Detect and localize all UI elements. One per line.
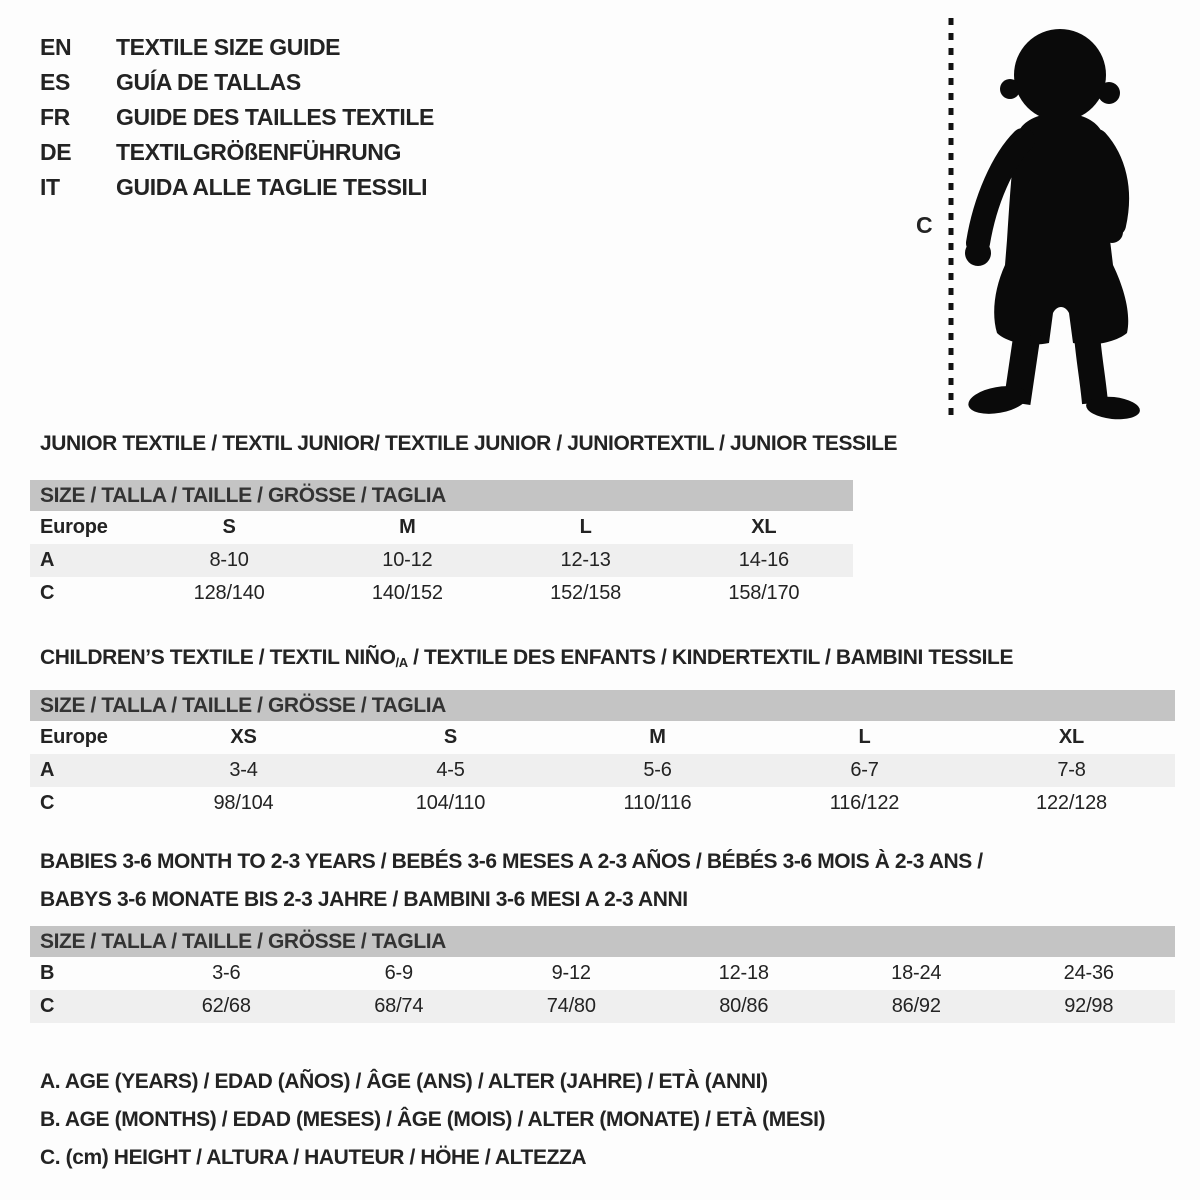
table-cell: 7-8 xyxy=(1057,759,1086,781)
table-cell: 10-12 xyxy=(382,549,433,571)
language-row xyxy=(40,30,434,65)
table-cell: 5-6 xyxy=(643,759,672,781)
table-row xyxy=(30,787,1175,820)
table-cell: 80/86 xyxy=(719,995,769,1017)
table-body xyxy=(30,721,1175,820)
table-row xyxy=(30,511,853,544)
table-cell: XL xyxy=(1058,726,1085,748)
table-cell: 6-7 xyxy=(850,759,879,781)
section-babies-textile xyxy=(30,848,1175,1023)
row-label: C xyxy=(40,792,55,814)
table-cell: 86/92 xyxy=(891,995,941,1017)
language-row xyxy=(40,100,434,135)
table-body xyxy=(30,957,1175,1023)
section-title: JUNIOR TEXTILE / TEXTIL JUNIOR/ TEXTILE JUNIOR / JUNIORTEXTIL / JUNIOR TESSILE xyxy=(40,432,898,455)
row-label: A xyxy=(40,759,55,781)
table-cell: L xyxy=(858,726,871,748)
table-body xyxy=(30,511,853,610)
table-cell: 3-6 xyxy=(212,962,241,984)
legend-line: C. (cm) HEIGHT / ALTURA / HAUTEUR / HÖHE / ALTEZZA xyxy=(40,1146,587,1169)
table-cell: 92/98 xyxy=(1064,995,1114,1017)
size-table-children xyxy=(30,690,1175,820)
section-junior-textile xyxy=(30,430,898,610)
table-cell: 6-9 xyxy=(384,962,413,984)
table-row xyxy=(30,721,1175,754)
table-header: SIZE / TALLA / TAILLE / GRÖSSE / TAGLIA xyxy=(30,690,1175,721)
table-cell: 152/158 xyxy=(550,582,622,604)
table-cell: M xyxy=(649,726,666,748)
table-cell: 62/68 xyxy=(201,995,251,1017)
legend xyxy=(40,1063,825,1177)
table-cell: XS xyxy=(230,726,257,748)
language-row xyxy=(40,135,434,170)
language-title: TEXTILE SIZE GUIDE xyxy=(116,34,341,60)
table-row xyxy=(30,577,853,610)
table-row xyxy=(30,990,1175,1023)
table-cell: 18-24 xyxy=(891,962,942,984)
table-cell: 12-18 xyxy=(718,962,769,984)
legend-line: B. AGE (MONTHS) / EDAD (MESES) / ÂGE (MOIS) / ALTER (MONATE) / ETÀ (MESI) xyxy=(40,1108,826,1131)
table-cell: 110/116 xyxy=(623,792,692,814)
language-code: EN xyxy=(40,34,72,60)
row-label: B xyxy=(40,962,55,984)
table-row xyxy=(30,754,1175,787)
language-code: DE xyxy=(40,139,72,165)
measure-label-c: C xyxy=(916,212,933,238)
toddler-silhouette-icon xyxy=(965,25,1140,420)
section-title: BABIES 3-6 MONTH TO 2-3 YEARS / BEBÉS 3-6 MESES A 2-3 AÑOS / BÉBÉS 3-6 MOIS À 2-3 ANS / BABYS 3-6 MONATE BIS 2-3 JAHRE / BAMBINI 3-6 MESI A 2-3 ANNI xyxy=(40,850,983,911)
table-cell: 3-4 xyxy=(229,759,258,781)
language-title: TEXTILGRÖßENFÜHRUNG xyxy=(116,139,401,165)
row-label: Europe xyxy=(40,726,108,748)
table-cell: 116/122 xyxy=(829,792,900,814)
table-cell: 98/104 xyxy=(213,792,274,814)
table-cell: 140/152 xyxy=(371,582,443,604)
language-row xyxy=(40,65,434,100)
table-cell: XL xyxy=(751,516,777,538)
table-cell: 122/128 xyxy=(1036,792,1107,814)
section-children-textile xyxy=(30,644,1175,820)
table-header: SIZE / TALLA / TAILLE / GRÖSSE / TAGLIA xyxy=(30,480,853,511)
table-cell: 12-13 xyxy=(560,549,611,571)
table-row xyxy=(30,957,1175,990)
row-label: C xyxy=(40,995,55,1017)
language-code: ES xyxy=(40,69,70,95)
table-header: SIZE / TALLA / TAILLE / GRÖSSE / TAGLIA xyxy=(30,926,1175,957)
size-table-babies xyxy=(30,926,1175,1023)
height-measure-dashed-line xyxy=(946,18,956,416)
table-cell: 128/140 xyxy=(193,582,265,604)
language-title: GUIDE DES TAILLES TEXTILE xyxy=(116,104,434,130)
table-cell: 74/80 xyxy=(546,995,596,1017)
table-cell: 4-5 xyxy=(436,759,465,781)
table-cell: L xyxy=(579,516,592,538)
table-cell: 158/170 xyxy=(728,582,800,604)
language-code: FR xyxy=(40,104,70,130)
table-cell: M xyxy=(399,516,416,538)
table-cell: 68/74 xyxy=(374,995,424,1017)
row-label: A xyxy=(40,549,55,571)
table-cell: S xyxy=(443,726,458,748)
table-cell: 24-36 xyxy=(1063,962,1114,984)
table-cell: 9-12 xyxy=(551,962,591,984)
table-cell: 8-10 xyxy=(209,549,249,571)
legend-line: A. AGE (YEARS) / EDAD (AÑOS) / ÂGE (ANS) / ALTER (JAHRE) / ETÀ (ANNI) xyxy=(40,1070,768,1093)
language-list xyxy=(40,30,434,205)
language-title: GUÍA DE TALLAS xyxy=(116,69,301,95)
language-code: IT xyxy=(40,174,60,200)
table-cell: 14-16 xyxy=(738,549,789,571)
language-row xyxy=(40,170,434,205)
language-title: GUIDA ALLE TAGLIE TESSILI xyxy=(116,174,428,200)
row-label: Europe xyxy=(40,516,108,538)
size-table-junior xyxy=(30,480,853,610)
row-label: C xyxy=(40,582,55,604)
table-cell: 104/110 xyxy=(415,792,486,814)
table-row xyxy=(30,544,853,577)
table-cell: S xyxy=(222,516,236,538)
section-title: CHILDREN’S TEXTILE / TEXTIL NIÑO/A / TEXTILE DES ENFANTS / KINDERTEXTIL / BAMBINI TESSILE xyxy=(40,646,1014,670)
